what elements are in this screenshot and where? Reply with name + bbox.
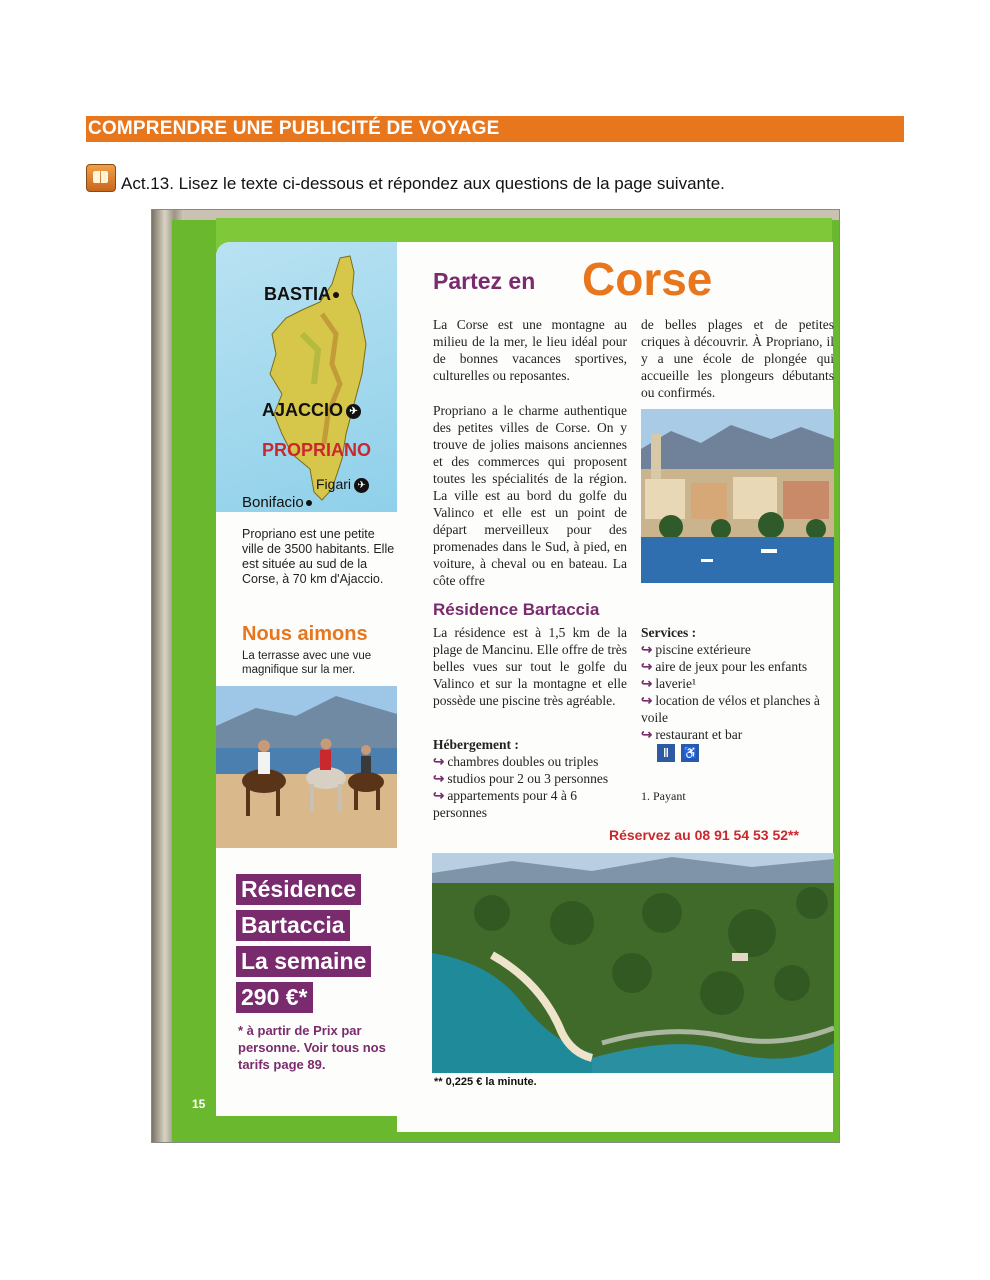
hebergement-section: [433, 736, 627, 821]
arrow-icon: ↪: [641, 642, 653, 657]
services-section: [641, 624, 834, 743]
map-label-ajaccio: AJACCIO ✈: [262, 400, 361, 421]
price-line-2: Bartaccia: [236, 910, 350, 941]
price-line-1: Résidence: [236, 874, 361, 905]
map-label-figari: Figari ✈: [316, 476, 369, 493]
residence-description: La résidence est à 1,5 km de la plage de Mancinu. Elle offre de très belles vues sur tout le golfe du Valinco et sur la montagne et elle possède une piscine très agréable.: [433, 625, 627, 708]
price-line-3: La semaine: [236, 946, 371, 977]
corsica-map: [216, 242, 397, 512]
arrow-icon: ↪: [433, 788, 445, 803]
service-icons: [657, 744, 701, 762]
residence-title: Résidence Bartaccia: [433, 600, 600, 619]
instruction-text: Act.13. Lisez le texte ci-dessous et répondez aux questions de la page suivante.: [121, 174, 725, 193]
airport-icon: ✈: [346, 404, 361, 419]
book-icon: [86, 164, 116, 192]
section-title: COMPRENDRE UNE PUBLICITÉ DE VOYAGE: [88, 118, 500, 139]
arrow-icon: ↪: [641, 727, 653, 742]
map-label-bastia: BASTIA: [264, 284, 339, 305]
price-value: 290 €*: [236, 982, 313, 1013]
map-label-bonifacio: Bonifacio: [242, 494, 312, 511]
arrow-icon: ↪: [641, 693, 653, 708]
list-item: ↪ studios pour 2 ou 3 personnes: [433, 771, 609, 786]
airport-icon: ✈: [354, 478, 369, 493]
nous-aimons-text: La terrasse avec une vue magnifique sur la mer.: [242, 650, 372, 676]
coast-aerial-photo: [432, 853, 834, 1073]
hebergement-title: Hébergement :: [433, 737, 519, 752]
list-item: ↪ piscine extérieure: [641, 642, 751, 657]
nous-aimons-title: Nous aimons: [242, 623, 368, 645]
map-label-propriano: PROPRIANO: [262, 440, 372, 460]
arrow-icon: ↪: [641, 659, 653, 674]
restaurant-icon: ǁ: [657, 744, 675, 762]
article-col2: de belles plages et de petites criques à découvrir. À Propriano, il y a une école de plongée qui accueille les plongeurs débutants ou confirmés.: [641, 317, 834, 400]
list-item: ↪ laverie¹: [641, 676, 697, 691]
article-col1-body: Propriano a le charme authentique des petites villes de Corse. On y trouve de jolies maisons anciennes et des commerces qui proposent toutes les spécialités de la région. La ville est au bord du golfe du Valinco et elle est un point de départ merveilleux pour des promenades dans le Sud, à pied, en voiture, à cheval ou en bateau. La côte offre: [433, 403, 627, 588]
reservation-phone: Réservez au 08 91 54 53 52**: [609, 827, 799, 843]
article-title-main: Corse: [582, 253, 713, 305]
list-item: ↪ restaurant et bar: [641, 727, 743, 742]
footnote: 1. Payant: [641, 789, 686, 803]
arrow-icon: ↪: [641, 676, 653, 691]
list-item: ↪ chambres doubles ou triples: [433, 754, 599, 769]
horses-beach-photo: [216, 686, 397, 848]
brochure-scan: [151, 209, 840, 1143]
propriano-town-photo: [641, 409, 834, 583]
propriano-caption: Propriano est une petite ville de 3500 habitants. Elle est située au sud de la Corse, à 70 km d'Ajaccio.: [242, 527, 395, 586]
arrow-icon: ↪: [433, 754, 445, 769]
services-title: Services :: [641, 625, 697, 640]
minute-price-note: ** 0,225 € la minute.: [434, 1076, 537, 1088]
page-number: 15: [192, 1097, 206, 1111]
list-item: ↪ appartements pour 4 à 6 personnes: [433, 788, 578, 820]
article-col1-intro: La Corse est une montagne au milieu de la mer, le lieu idéal pour de bonnes vacances sportives, culturelles ou reposantes.: [433, 317, 627, 383]
list-item: ↪ location de vélos et planches à voile: [641, 693, 820, 725]
arrow-icon: ↪: [433, 771, 445, 786]
list-item: ↪ aire de jeux pour les enfants: [641, 659, 808, 674]
price-note: * à partir de Prix par personne. Voir tous nos tarifs page 89.: [238, 1023, 386, 1072]
price-block: [236, 874, 371, 1018]
wheelchair-icon: ♿: [682, 746, 698, 760]
article-title-prefix: Partez en: [433, 268, 536, 294]
section-header: [86, 116, 904, 142]
